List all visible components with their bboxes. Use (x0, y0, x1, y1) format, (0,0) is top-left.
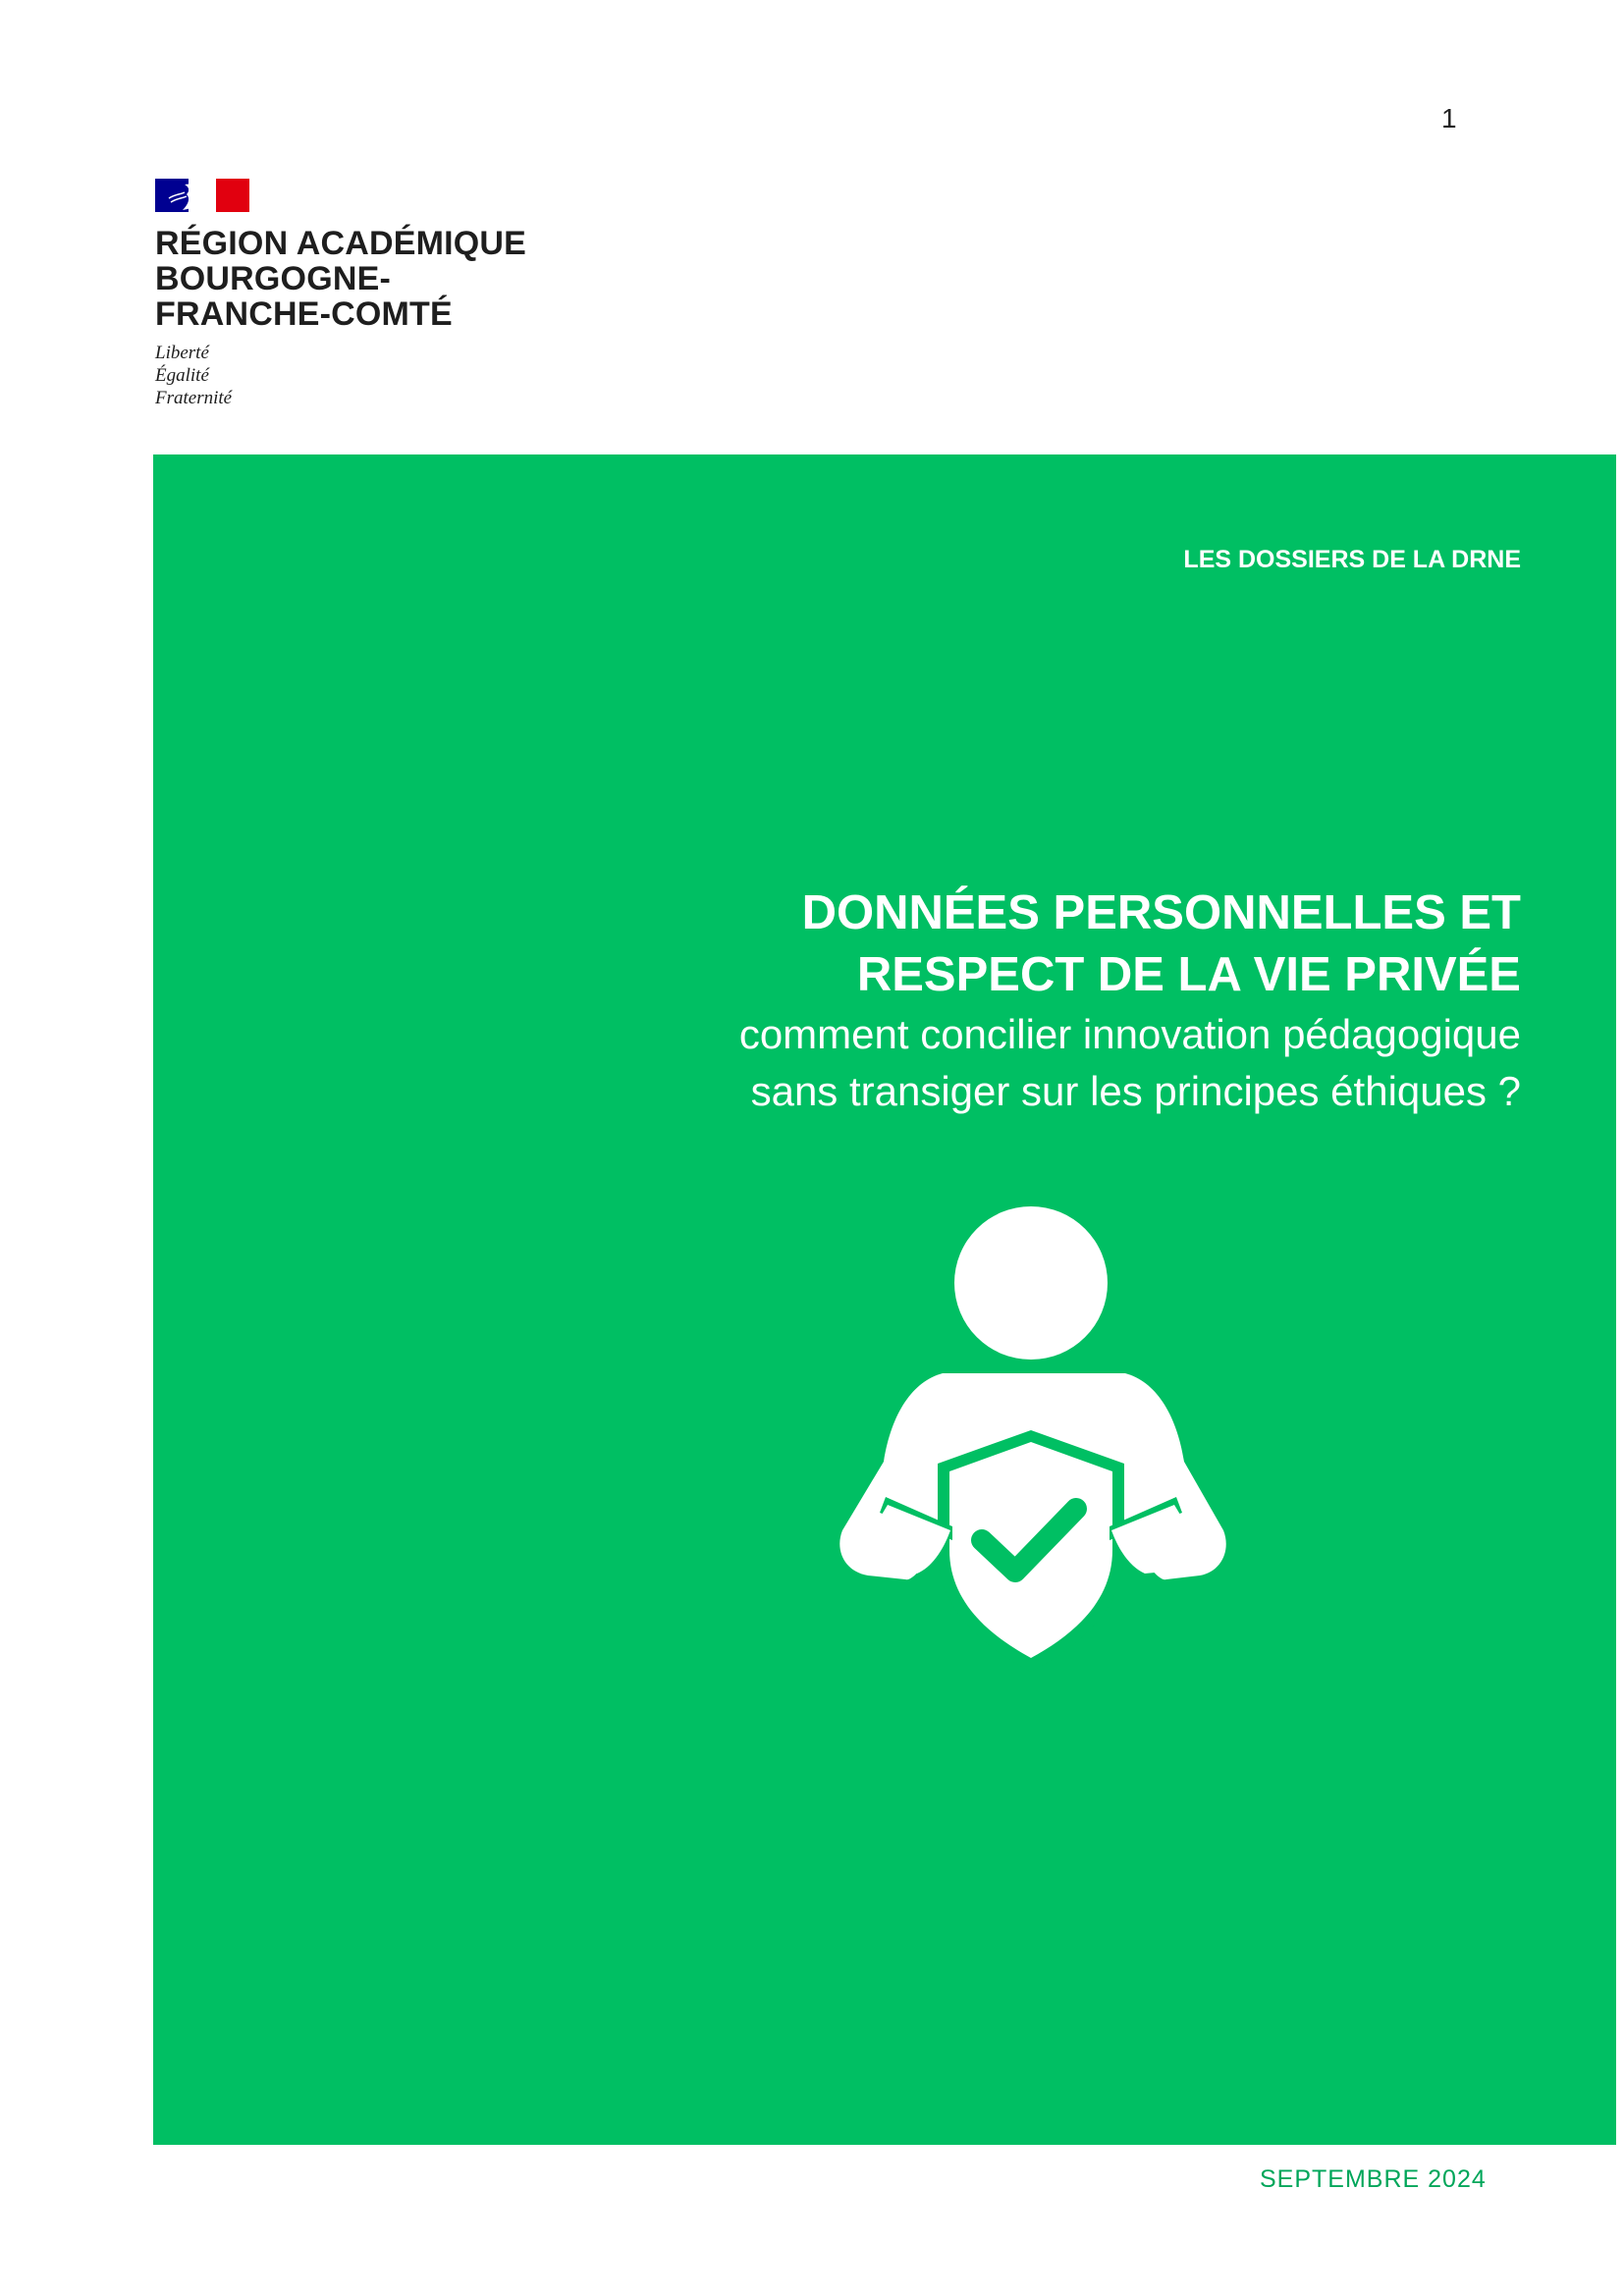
title-line: DONNÉES PERSONNELLES ET (801, 886, 1521, 939)
motto-line: Liberté (155, 343, 209, 363)
title-line: RESPECT DE LA VIE PRIVÉE (856, 948, 1521, 1001)
cover-panel (153, 454, 1616, 2145)
title-block (739, 882, 1521, 1120)
region-name-line: RÉGION ACADÉMIQUE (155, 225, 527, 262)
subtitle-line: sans transiger sur les principes éthiques ? (750, 1068, 1521, 1114)
region-name-line: BOURGOGNE- (155, 260, 391, 297)
person-holding-shield-check-icon (835, 1206, 1227, 1678)
series-label: LES DOSSIERS DE LA DRNE (1183, 546, 1521, 573)
motto-line: Égalité (155, 365, 209, 386)
marianne-flag-icon (155, 179, 249, 212)
institution-logo (155, 179, 568, 409)
subtitle-line: comment concilier innovation pédagogique (738, 1011, 1521, 1057)
region-name (155, 226, 568, 332)
region-name-line: FRANCHE-COMTÉ (155, 295, 453, 333)
publication-date: SEPTEMBRE 2024 (1260, 2165, 1487, 2193)
page-number: 1 (1441, 103, 1457, 133)
motto (155, 342, 568, 409)
motto-line: Fraternité (155, 388, 233, 408)
